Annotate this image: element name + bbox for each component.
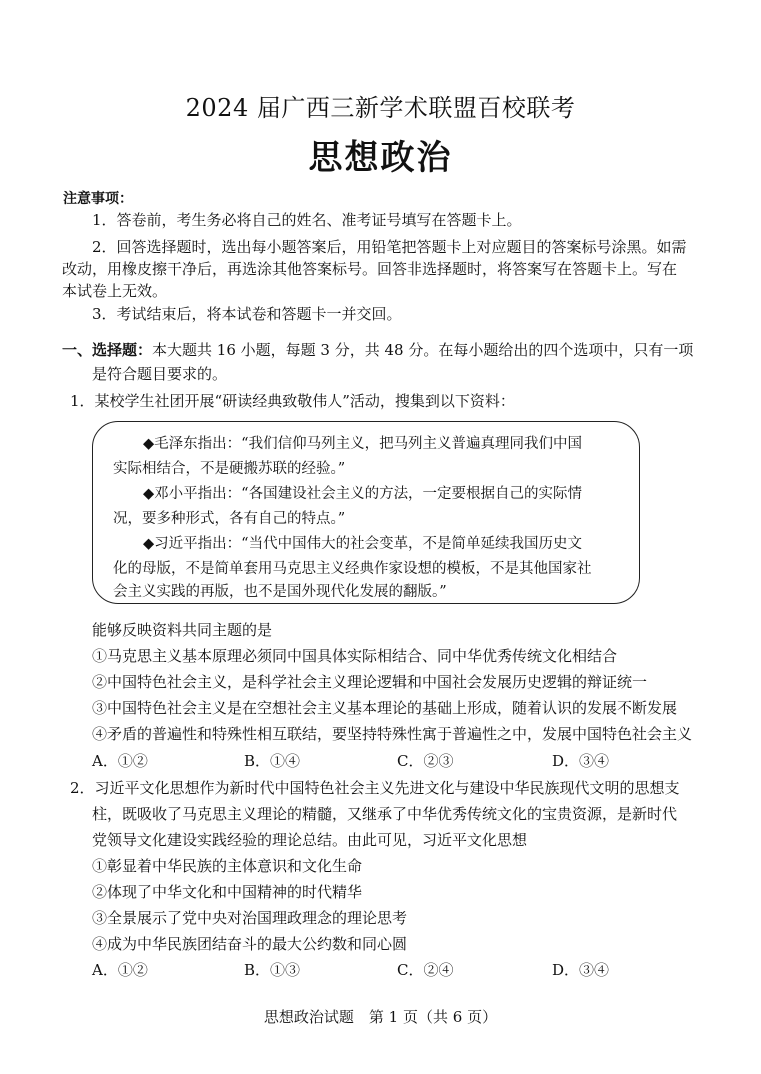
q2-stem-2: 柱，既吸收了马克思主义理论的精髓，又继承了中华优秀传统文化的宝贵资源，是新时代: [92, 805, 678, 823]
subject-title: 思想政治: [308, 138, 453, 178]
q1-item-3: ③中国特色社会主义是在空想社会主义基本理论的基础上形成，随着认识的发展不断发展: [92, 699, 678, 717]
quote-line-1: ◆毛泽东指出：“我们信仰马列主义，把马列主义普遍真理同我们中国: [143, 436, 583, 452]
section-instruction: 本大题共 16 小题，每题 3 分，共 48 分。在每小题给出的四个选项中，只有一项: [152, 341, 694, 359]
q1-prompt: 能够反映资料共同主题的是: [92, 621, 273, 639]
q1-item-1: ①马克思主义基本原理必须同中国具体实际相结合、同中华优秀传统文化相结合: [92, 647, 618, 665]
q2-item-4: ④成为中华民族团结奋斗的最大公约数和同心圆: [92, 935, 408, 953]
quote-line-4: 况，要多种形式，各有自己的特点。”: [113, 511, 346, 527]
quote-line-5: ◆习近平指出：“当代中国伟大的社会变革，不是简单延续我国历史文: [143, 536, 583, 552]
quote-line-3: ◆邓小平指出：“各国建设社会主义的方法，一定要根据自己的实际情: [143, 486, 583, 502]
q2-option-a: A．①②: [92, 961, 148, 979]
exam-title: 2024 届广西三新学术联盟百校联考: [185, 94, 576, 122]
q1-option-c: C．②③: [397, 752, 454, 770]
note-line-2: 2．回答选择题时，选出每小题答案后，用铅笔把答题卡上对应题目的答案标号涂黑。如需: [92, 238, 687, 256]
q2-option-c: C．②④: [397, 961, 454, 979]
note-line-5: 3．考试结束后，将本试卷和答题卡一并交回。: [92, 305, 402, 323]
q1-option-a: A．①②: [92, 752, 148, 770]
q2-option-d: D．③④: [552, 961, 610, 979]
q2-option-b: B．①③: [244, 961, 301, 979]
q1-item-4: ④矛盾的普遍性和特殊性相互联结，要坚持特殊性寓于普遍性之中，发展中国特色社会主义: [92, 725, 693, 743]
q2-item-3: ③全景展示了党中央对治国理政理念的理论思考: [92, 909, 408, 927]
note-line-1: 1．答卷前，考生务必将自己的姓名、准考证号填写在答题卡上。: [92, 211, 522, 229]
section-heading: [62, 340, 693, 360]
q2-stem-1: 2．习近平文化思想作为新时代中国特色社会主义先进文化与建设中华民族现代文明的思想支: [70, 779, 680, 797]
page-footer: 思想政治试题 第 1 页（共 6 页）: [263, 1008, 498, 1026]
quote-line-6: 化的母版，不是简单套用马克思主义经典作家设想的模板，不是其他国家社: [113, 561, 592, 577]
q1-item-2: ②中国特色社会主义，是科学社会主义理论逻辑和中国社会发展历史逻辑的辩证统一: [92, 673, 648, 691]
quote-line-7: 会主义实践的再版，也不是国外现代化发展的翻版。”: [113, 584, 447, 600]
q1-stem: 1．某校学生社团开展“研读经典致敬伟人”活动，搜集到以下资料：: [70, 392, 515, 410]
quote-line-2: 实际相结合，不是硬搬苏联的经验。”: [113, 461, 346, 477]
section-instruction-2: 是符合题目要求的。: [92, 365, 228, 383]
section-label: 一、选择题：: [62, 341, 153, 359]
q1-option-d: D．③④: [552, 752, 610, 770]
q2-item-2: ②体现了中华文化和中国精神的时代精华: [92, 883, 363, 901]
q2-stem-3: 党领导文化建设实践经验的理论总结。由此可见，习近平文化思想: [92, 831, 528, 849]
q1-quote-box: [92, 421, 640, 604]
q1-option-b: B．①④: [244, 752, 301, 770]
note-line-3: 改动，用橡皮擦干净后，再选涂其他答案标号。回答非选择题时，将答案写在答题卡上。写在: [62, 260, 678, 278]
note-line-4: 本试卷上无效。: [62, 282, 168, 300]
q2-item-1: ①彰显着中华民族的主体意识和文化生命: [92, 857, 363, 875]
notes-heading: 注意事项：: [63, 191, 133, 207]
